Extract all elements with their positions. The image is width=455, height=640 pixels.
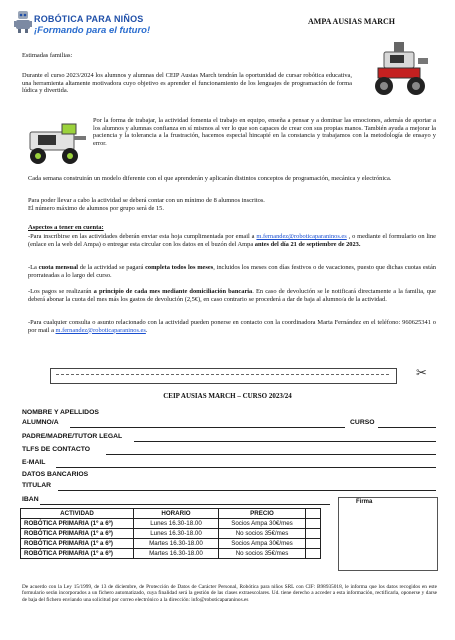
cut-line-box: [50, 368, 397, 384]
padre-field[interactable]: [134, 441, 436, 442]
select-checkbox[interactable]: [306, 529, 321, 539]
maximum-paragraph: El número máximo de alumnos por grupo será de 15.: [28, 205, 164, 212]
curso-label: CURSO: [350, 419, 375, 426]
price-cell: No socios 35€/mes: [219, 529, 306, 539]
methodology-paragraph: Por la forma de trabajar, la actividad fomenta el trabajo en equipo, enseña a pensar y a dominar las emociones, además de aportar a los alumnos y alumnas confianza en sí mismos al ver lo que son capaces de crear con sus propias manos. También ayuda a mejorar la paciencia y la tolerancia a la frustración, hacemos especial hincapié en la constancia y trabajamos con la metodología de ensayo y error.: [93, 117, 436, 147]
nombre-label: NOMBRE Y APELLIDOS: [22, 409, 99, 416]
checkbox-header: [306, 509, 321, 519]
intro-paragraph: Durante el curso 2023/2024 los alumnos y alumnas del CEIP Ausias March tendrán la oportunidad de cursar robótica educativa, una herramienta altamente motivadora cuyo objetivo es aprender el funcionamiento de los lenguajes de programación de forma lúdica y divertida.: [22, 72, 352, 95]
tlfs-field[interactable]: [106, 454, 436, 455]
select-checkbox[interactable]: [306, 549, 321, 559]
schedule-cell: Lunes 16.30-18.00: [134, 529, 219, 539]
firma-label: Firma: [356, 499, 373, 505]
activity-cell: ROBÓTICA PRIMARIA (1º a 6º): [21, 549, 134, 559]
aspectos-item-2: -La cuota mensual de la actividad se pagará completa todos los meses, incluidos los meses con días festivos o de vacaciones, puesto que dichas cuotas están prorrateadas a lo largo del curso.: [28, 264, 436, 279]
titular-field[interactable]: [58, 490, 436, 491]
schedule-cell: Martes 16.30-18.00: [134, 549, 219, 559]
table-row: [21, 539, 321, 549]
datos-bancarios-label: DATOS BANCARIOS: [22, 471, 89, 478]
schedule-cell: Martes 16.30-18.00: [134, 539, 219, 549]
weekly-paragraph: Cada semana construirán un modelo diferente con el que aprenderán y aplicarán distintos conceptos de programación, mecánica y electrónica.: [28, 175, 392, 182]
select-checkbox[interactable]: [306, 539, 321, 549]
email-field[interactable]: [56, 467, 436, 468]
schedule-header: HORARIO: [134, 509, 219, 519]
robot-car-image: [24, 116, 90, 168]
schedule-cell: Lunes 16.30-18.00: [134, 519, 219, 529]
email-label: E-MAIL: [22, 459, 46, 466]
activity-cell: ROBÓTICA PRIMARIA (1º a 6º): [21, 519, 134, 529]
activities-table: [20, 508, 321, 559]
table-row: [21, 529, 321, 539]
robot-logo-icon: [13, 10, 33, 34]
aspectos-item-3: -Los pagos se realizarán a principio de cada mes mediante domiciliación bancaria. En caso de devolución se le notificará directamente a la familia, que deberá abonar la cuota del mes más los gastos de devolución (2,5€), en caso contrario se procederá a dar de baja al alumno/a de la actividad.: [28, 288, 436, 303]
curso-field[interactable]: [378, 427, 436, 428]
select-checkbox[interactable]: [306, 519, 321, 529]
price-cell: Socios Ampa 30€/mes: [219, 519, 306, 529]
contact-email-link[interactable]: m.fernandez@roboticaparaninos.es: [55, 326, 146, 334]
robot-image: [370, 38, 432, 100]
form-title: CEIP AUSIAS MARCH – CURSO 2023/24: [163, 392, 292, 400]
activity-cell: ROBÓTICA PRIMARIA (1º a 6º): [21, 529, 134, 539]
scissors-icon: ✂: [416, 366, 427, 381]
email-link[interactable]: m.fernandez@roboticaparaninos.es: [256, 233, 347, 240]
table-row: [21, 519, 321, 529]
titular-label: TITULAR: [22, 482, 52, 489]
iban-field[interactable]: [40, 504, 330, 505]
legal-notice: De acuerdo con la Ley 15/1999, de 13 de diciembre, de Protección de Datos de Carácter Personal, Robótica para niños SRL con CIF: B98935018, le informa que los datos recogidos en este formulario serán incorporados a un fichero automatizado, cuya finalidad será la gestión de las clases extraescolares. Ud. tiene derecho a acceder a esta información, rectificarla, oponerse y darse de baja del fichero enviando una solicitud por correo electrónico a la dirección: info@roboticaparaninos.es: [22, 584, 437, 603]
price-header: PRECIO: [219, 509, 306, 519]
logo-title: ROBÓTICA PARA NIÑOS: [34, 14, 144, 24]
table-row: [21, 549, 321, 559]
minimum-paragraph: Para poder llevar a cabo la actividad se deberá contar con un mínimo de 8 alumnos inscritos.: [28, 197, 265, 204]
aspectos-title: Aspectos a tener en cuenta:: [28, 224, 104, 231]
activity-cell: ROBÓTICA PRIMARIA (1º a 6º): [21, 539, 134, 549]
greeting: Estimadas familias:: [22, 52, 73, 59]
aspectos-item-4: -Para cualquier consulta o asunto relacionado con la actividad pueden ponerse en contacto con la coordinadora Marta Fernández en el teléfono: 960625341 o por mail a m.fernandez@roboticaparaninos.es.: [28, 319, 436, 334]
firma-box[interactable]: [338, 497, 438, 571]
iban-label: IBAN: [22, 496, 39, 503]
activity-header: ACTIVIDAD: [21, 509, 134, 519]
logo-subtitle: ¡Formando para el futuro!: [34, 25, 151, 36]
tlfs-label: TLFS DE CONTACTO: [22, 446, 91, 453]
ampa-title: AMPA AUSIAS MARCH: [308, 17, 395, 26]
cut-line: [56, 374, 389, 375]
table-header-row: [21, 509, 321, 519]
aspectos-item-1: -Para inscribirse en las actividades deberán enviar esta hoja cumplimentada por email a m.fernandez@roboticaparaninos.es , o mediante el formulario on line (enlace en la web del Ampa) o entregar esta circular con los datos en el buzón del Ampa antes del día 21 de septiembre de 2023.: [28, 233, 436, 248]
padre-label: PADRE/MADRE/TUTOR LEGAL: [22, 433, 123, 440]
alumno-label: ALUMNO/A: [22, 419, 59, 426]
alumno-field[interactable]: [70, 427, 345, 428]
price-cell: Socios Ampa 30€/mes: [219, 539, 306, 549]
price-cell: No socios 35€/mes: [219, 549, 306, 559]
